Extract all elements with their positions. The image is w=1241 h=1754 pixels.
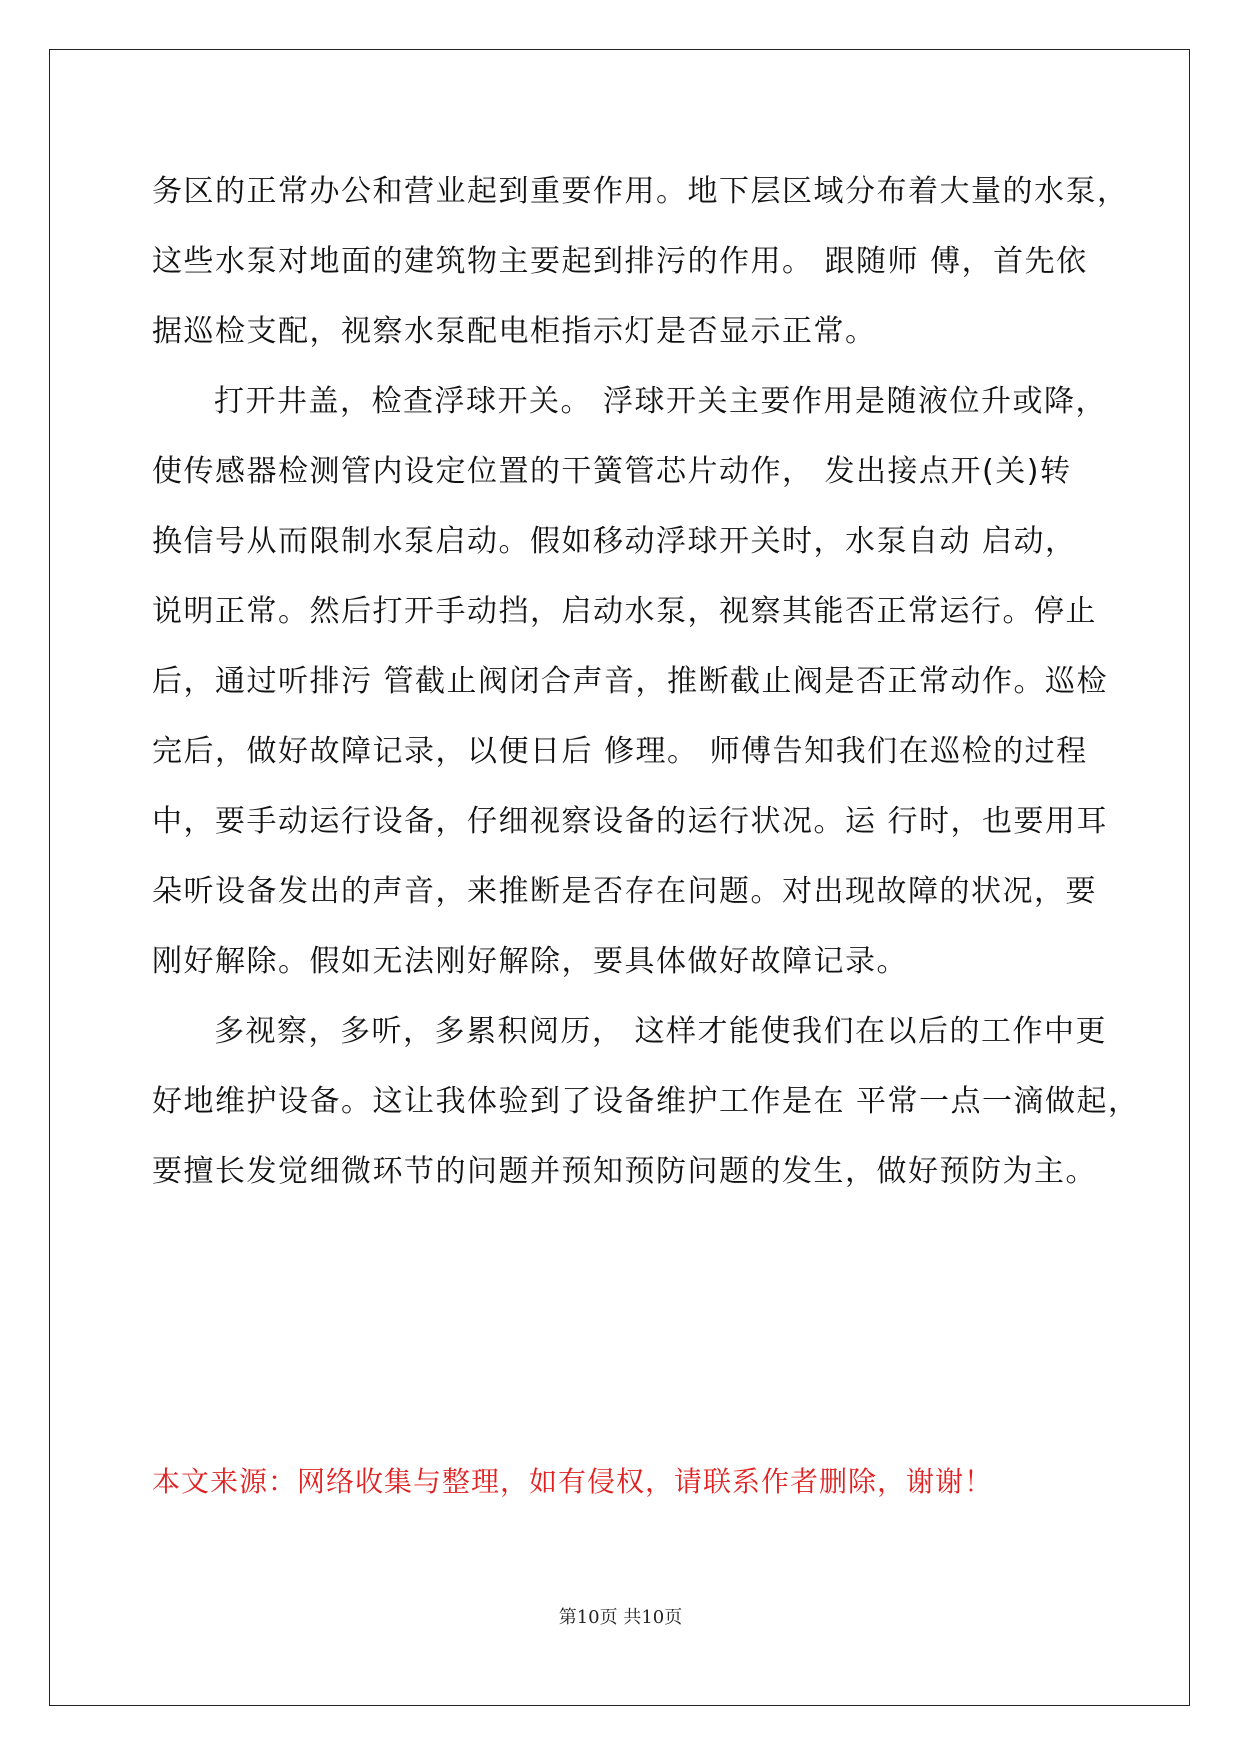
page-footer: 第10页 共10页 bbox=[558, 1607, 683, 1628]
text-line: 务区的正常办公和营业起到重要作用。地下层区域分布着大量的水泵， bbox=[152, 174, 1129, 209]
text-line: 换信号从而限制水泵启动。假如移动浮球开关时，水泵自动 启动， bbox=[152, 524, 1077, 559]
text-line: 要擅长发觉细微环节的问题并预知预防问题的发生，做好预防为主。 bbox=[152, 1154, 1097, 1189]
text-line: 这些水泵对地面的建筑物主要起到排污的作用。 跟随师 傅，首先依 bbox=[152, 244, 1088, 279]
text-line: 朵听设备发出的声音，来推断是否存在问题。对出现故障的状况，要 bbox=[152, 874, 1097, 909]
source-note: 本文来源：网络收集与整理，如有侵权，请联系作者删除，谢谢！ bbox=[152, 1465, 994, 1498]
text-line: 刚好解除。假如无法刚好解除，要具体做好故障记录。 bbox=[152, 944, 908, 979]
text-line: 后，通过听排污 管截止阀闭合声音，推断截止阀是否正常动作。巡检 bbox=[152, 664, 1109, 699]
text-line: 据巡检支配，视察水泵配电柜指示灯是否显示正常。 bbox=[152, 314, 877, 349]
text-line: 使传感器检测管内设定位置的干簧管芯片动作， 发出接点开(关)转 bbox=[152, 454, 1072, 489]
text-line: 中，要手动运行设备，仔细视察设备的运行状况。运 行时，也要用耳 bbox=[152, 804, 1109, 839]
text-line: 好地维护设备。这让我体验到了设备维护工作是在 平常一点一滴做起， bbox=[152, 1084, 1140, 1119]
text-line: 完后，做好故障记录，以便日后 修理。 师傅告知我们在巡检的过程 bbox=[152, 734, 1088, 769]
text-line: 说明正常。然后打开手动挡，启动水泵，视察其能否正常运行。停止 bbox=[152, 594, 1097, 629]
paragraph-start-line: 打开井盖，检查浮球开关。 浮球开关主要作用是随液位升或降， bbox=[214, 384, 1108, 419]
paragraph-start-line: 多视察，多听，多累积阅历， 这样才能使我们在以后的工作中更 bbox=[214, 1014, 1108, 1049]
